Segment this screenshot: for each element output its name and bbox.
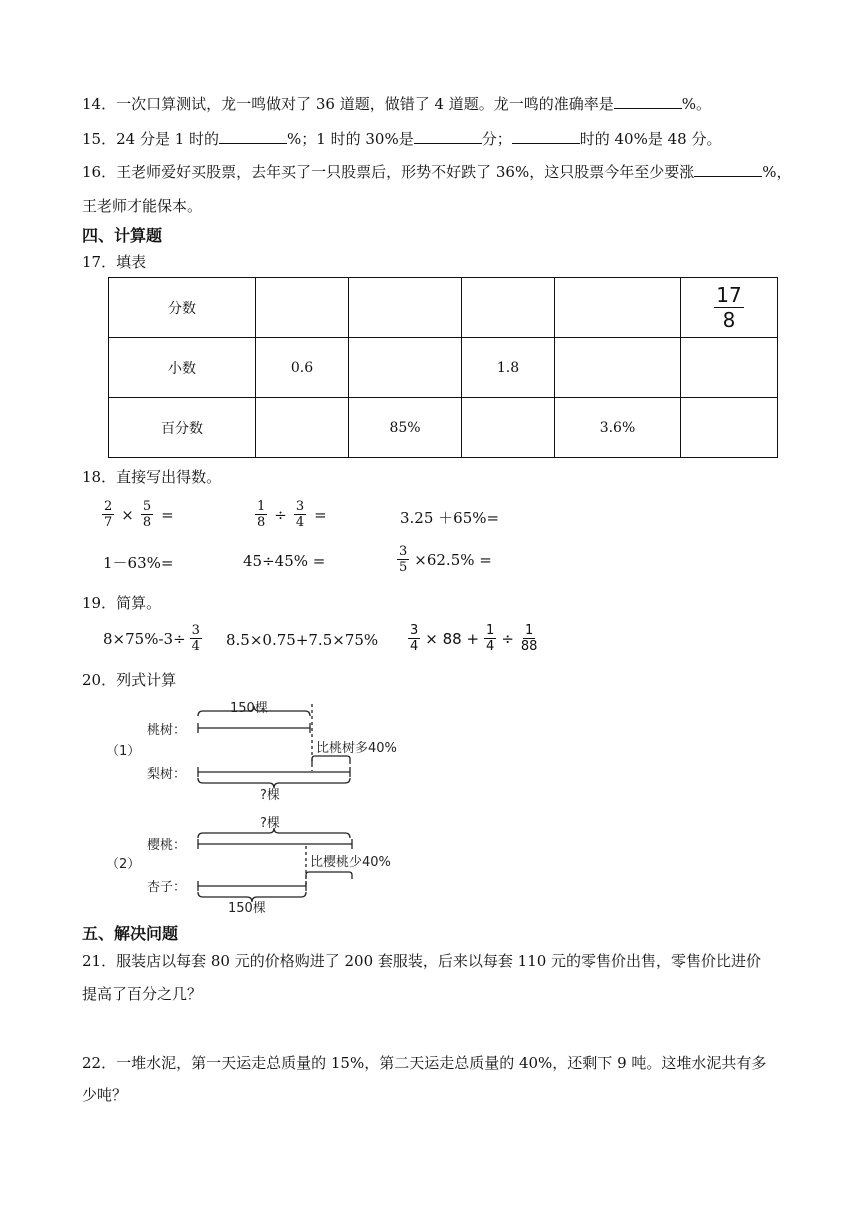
label-taoshu: 桃树： [147,723,187,738]
label-unknown-trees: ?棵 [260,816,280,831]
section-title-solve: 五、解决问题 [82,924,179,943]
table-cell[interactable] [462,278,555,338]
numerator: 3 [295,499,305,514]
question-16-line2: 王老师才能保本。 [82,197,203,215]
expr-18-2 [253,500,327,529]
fraction [255,500,267,529]
fraction [484,624,496,653]
answer-blank[interactable] [512,129,580,144]
answer-blank[interactable] [694,162,762,177]
numerator: 1 [486,623,495,638]
fraction [190,624,202,653]
q15-part-c: 分； [481,130,512,148]
label-xingzi: 杏子： [147,880,187,895]
question-15 [82,128,721,149]
fraction [519,624,540,653]
question-16-line1 [82,161,791,182]
denominator: 7 [104,515,113,530]
operator: × [121,505,134,524]
numerator: 3 [399,544,408,559]
denominator: 4 [295,515,305,530]
numerator: 1 [257,499,266,514]
question-21-line1: 21．服装店以每套 80 元的价格购进了 200 套服装，后来以每套 110 元的零售价出售，零售价比进价 [82,952,762,970]
table-cell: 85% [349,398,462,458]
q16-suffix: %， [762,163,792,181]
expr-18-3: 3.25 ＋65%= [400,509,500,527]
label-unknown-trees: ?棵 [260,788,280,803]
numerator: 2 [104,499,113,514]
label-yingtao: 樱桃： [147,838,187,853]
denominator: 4 [410,639,419,654]
question-18-title: 18．直接写出得数。 [82,468,222,486]
fraction [141,500,153,529]
brace-bottom-1 [198,778,350,788]
numerator: 5 [142,499,152,514]
numerator: 3 [191,623,200,638]
row-label-decimal: 小数 [109,338,256,398]
label-less-40: 比樱桃少40% [310,855,391,870]
denominator: 8 [142,515,152,530]
q15-part-d: 时的 40%是 48 分。 [579,130,722,148]
expr-18-6 [395,545,492,574]
numerator: 17 [716,283,742,307]
fraction [408,624,420,653]
row-label-fraction: 分数 [109,278,256,338]
answer-blank[interactable] [219,129,287,144]
expr-19-3 [406,624,541,653]
denominator: 8 [722,308,736,332]
operator: ÷ [501,629,514,648]
numerator: 3 [410,623,419,638]
label-index-2: （2） [106,857,141,872]
question-14 [82,93,711,114]
label-150-trees: 150棵 [228,901,266,916]
expr-18-1 [100,500,174,529]
fraction-17-8 [714,285,743,330]
table-row [109,398,778,458]
denominator: 8 [257,515,266,530]
table-cell: 3.6% [555,398,681,458]
question-21-line2: 提高了百分之几？ [82,985,203,1003]
table-cell[interactable] [681,398,778,458]
label-150-trees: 150棵 [230,701,268,716]
question-19-title: 19．简算。 [82,594,162,612]
question-22-line2: 少吨？ [82,1086,128,1104]
equals: = [314,505,327,524]
expr-18-5: 45÷45% = [243,552,326,570]
brace-side-2 [306,872,352,879]
table-cell[interactable] [681,338,778,398]
table-cell[interactable] [349,338,462,398]
question-22-line1: 22．一堆水泥，第一天运走总质量的 15%，第二天运走总质量的 40%，还剩下 9 吨。这堆水泥共有多 [82,1054,767,1072]
expr-18-4: 1－63%= [103,554,174,572]
denominator: 88 [520,639,538,654]
table-cell[interactable] [462,398,555,458]
row-label-percent: 百分数 [109,398,256,458]
label-index-1: （1） [106,744,141,759]
denominator: 4 [486,639,495,654]
table-cell[interactable] [256,278,349,338]
q15-part-a: 15．24 分是 1 时的 [82,130,220,148]
answer-blank[interactable] [414,129,482,144]
q14-text: 14．一次口算测试，龙一鸣做对了 36 道题，做错了 4 道题。龙一鸣的准确率是 [82,95,614,113]
table-cell[interactable] [555,338,681,398]
table-cell: 0.6 [256,338,349,398]
label-more-40: 比桃树多40% [316,741,397,756]
section-title-calc: 四、计算题 [82,226,163,245]
fraction [397,545,409,574]
equals: = [161,505,174,524]
operator: ÷ [274,505,287,524]
answer-blank[interactable] [614,94,682,109]
question-17-title: 17．填表 [82,253,147,271]
question-20-title: 20．列式计算 [82,671,177,689]
table-row [109,278,778,338]
brace-side-1 [312,756,350,764]
table-cell[interactable] [256,398,349,458]
q16-text: 16．王老师爱好买股票，去年买了一只股票后，形势不好跌了 36%，这只股票今年至少要涨 [82,163,695,181]
table-row [109,338,778,398]
q14-suffix: %。 [681,95,712,113]
label-lishu: 梨树： [147,767,187,782]
q15-part-b: %；1 时的 30%是 [287,130,414,148]
expr-text: 8×75%-3÷ [103,629,186,648]
expr-19-2: 8.5×0.75+7.5×75% [226,631,379,649]
table-cell[interactable] [555,278,681,338]
fraction [102,500,114,529]
denominator: 4 [191,639,200,654]
table-cell: 1.8 [462,338,555,398]
denominator: 5 [399,560,408,575]
expr-19-1 [103,624,204,653]
conversion-table [108,277,778,458]
numerator: 1 [525,623,534,638]
fraction [294,500,306,529]
expr-rest: ×62.5% = [414,550,492,569]
table-cell[interactable] [349,278,462,338]
table-cell-fraction [681,278,778,338]
expr-text: × 88 + [425,629,480,648]
line-segment-diagrams [100,698,430,916]
